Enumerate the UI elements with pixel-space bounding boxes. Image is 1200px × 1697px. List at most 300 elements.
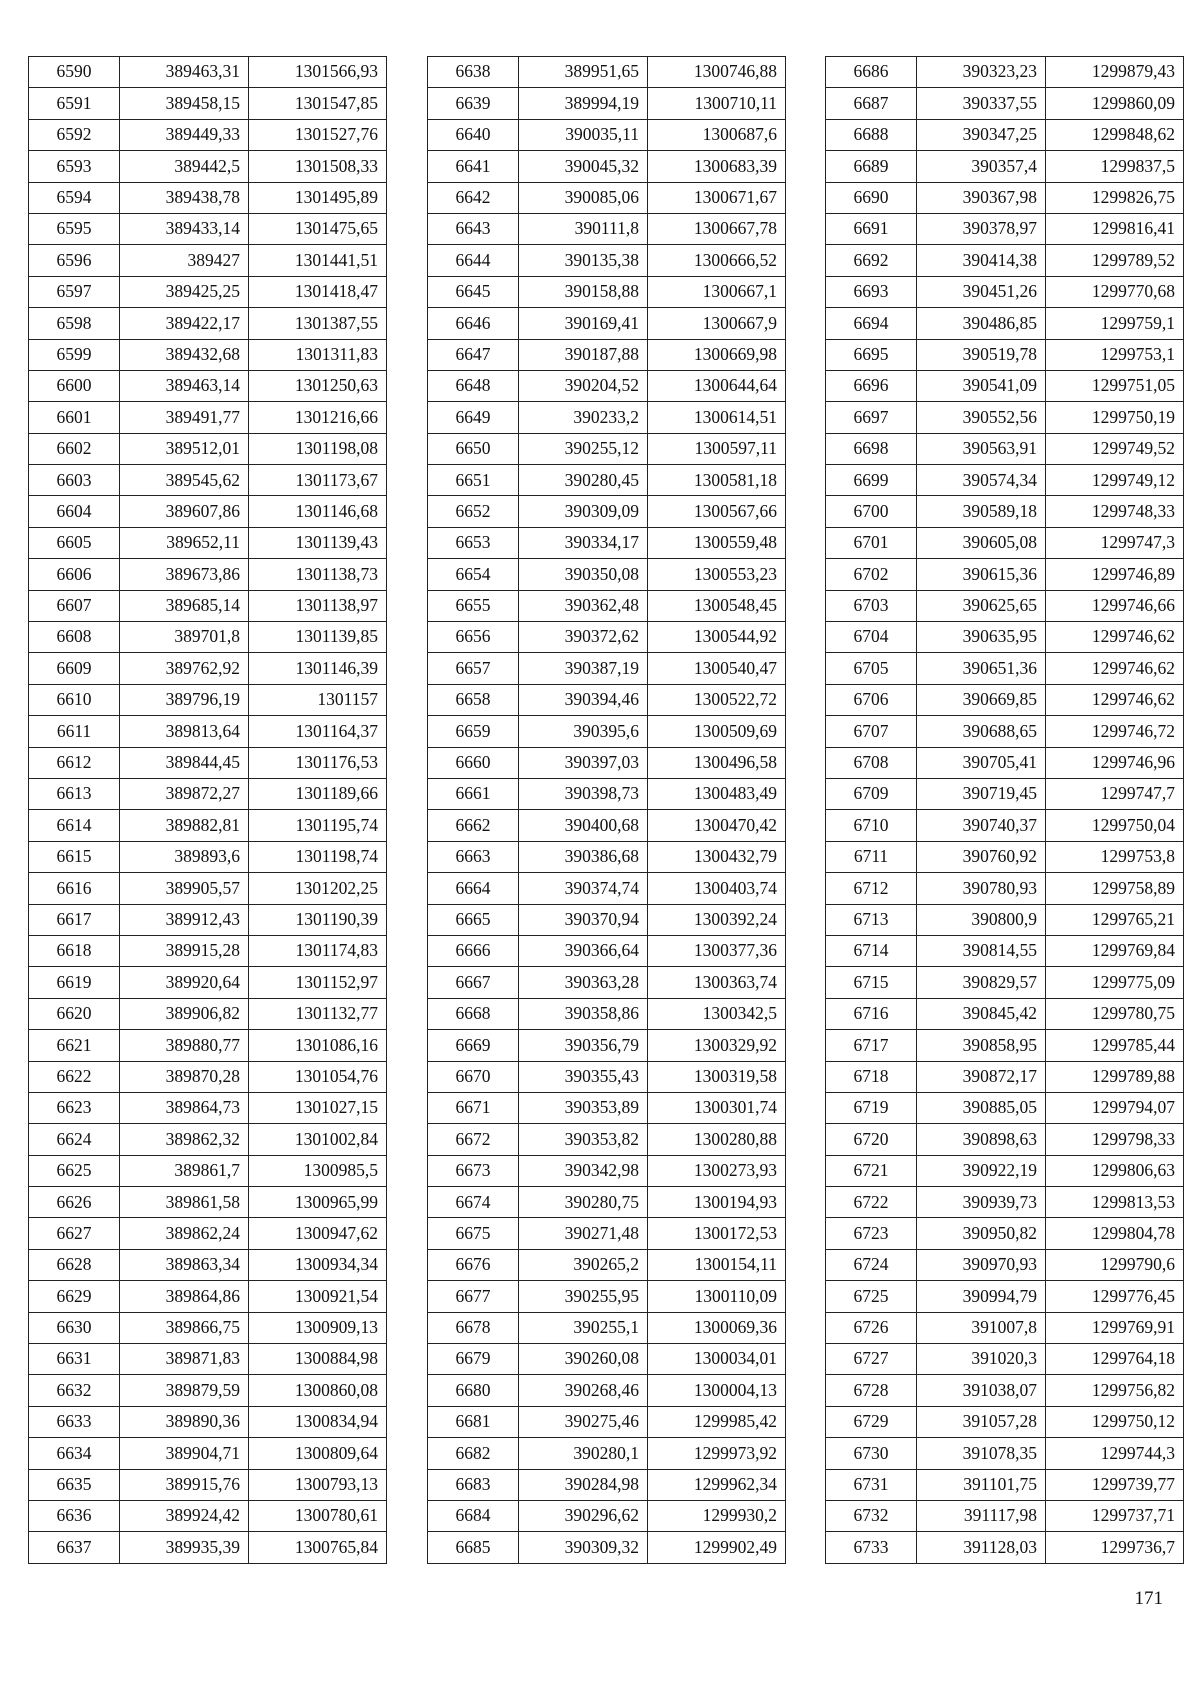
table-row — [29, 465, 387, 496]
x-coordinate-cell: 390045,32 — [519, 151, 648, 182]
point-number-cell: 6727 — [826, 1344, 917, 1375]
table-row — [428, 433, 786, 464]
x-coordinate-cell: 390372,62 — [519, 622, 648, 653]
y-coordinate-cell: 1301054,76 — [249, 1061, 387, 1092]
point-number-cell: 6719 — [826, 1092, 917, 1123]
y-coordinate-cell: 1299749,52 — [1046, 433, 1184, 464]
point-number-cell: 6724 — [826, 1249, 917, 1280]
y-coordinate-cell: 1300909,13 — [249, 1312, 387, 1343]
y-coordinate-cell: 1300710,11 — [648, 88, 786, 119]
y-coordinate-cell: 1300496,58 — [648, 747, 786, 778]
y-coordinate-cell: 1300194,93 — [648, 1187, 786, 1218]
y-coordinate-cell: 1301157 — [249, 684, 387, 715]
x-coordinate-cell: 390398,73 — [519, 778, 648, 809]
y-coordinate-cell: 1301190,39 — [249, 904, 387, 935]
point-number-cell: 6634 — [29, 1438, 120, 1469]
table-row — [826, 57, 1184, 88]
y-coordinate-cell: 1301418,47 — [249, 276, 387, 307]
x-coordinate-cell: 389685,14 — [120, 590, 249, 621]
table-row — [29, 496, 387, 527]
x-coordinate-cell: 389862,24 — [120, 1218, 249, 1249]
y-coordinate-cell: 1300110,09 — [648, 1281, 786, 1312]
y-coordinate-cell: 1300319,58 — [648, 1061, 786, 1092]
x-coordinate-cell: 389880,77 — [120, 1030, 249, 1061]
y-coordinate-cell: 1299753,1 — [1046, 339, 1184, 370]
table-row — [428, 465, 786, 496]
y-coordinate-cell: 1301173,67 — [249, 465, 387, 496]
table-row — [428, 1469, 786, 1500]
table-row — [428, 998, 786, 1029]
x-coordinate-cell: 389861,58 — [120, 1187, 249, 1218]
point-number-cell: 6709 — [826, 778, 917, 809]
table-row — [826, 527, 1184, 558]
x-coordinate-cell: 390922,19 — [917, 1155, 1046, 1186]
point-number-cell: 6706 — [826, 684, 917, 715]
x-coordinate-cell: 390615,36 — [917, 559, 1046, 590]
point-number-cell: 6703 — [826, 590, 917, 621]
y-coordinate-cell: 1300614,51 — [648, 402, 786, 433]
table-row — [826, 1218, 1184, 1249]
table-row — [428, 841, 786, 872]
x-coordinate-cell: 390280,75 — [519, 1187, 648, 1218]
x-coordinate-cell: 391007,8 — [917, 1312, 1046, 1343]
x-coordinate-cell: 390035,11 — [519, 119, 648, 150]
point-number-cell: 6623 — [29, 1092, 120, 1123]
y-coordinate-cell: 1299765,21 — [1046, 904, 1184, 935]
y-coordinate-cell: 1300392,24 — [648, 904, 786, 935]
x-coordinate-cell: 391101,75 — [917, 1469, 1046, 1500]
table-row — [826, 465, 1184, 496]
x-coordinate-cell: 389905,57 — [120, 873, 249, 904]
x-coordinate-cell: 389915,76 — [120, 1469, 249, 1500]
point-number-cell: 6648 — [428, 370, 519, 401]
x-coordinate-cell: 390625,65 — [917, 590, 1046, 621]
point-number-cell: 6652 — [428, 496, 519, 527]
x-coordinate-cell: 390397,03 — [519, 747, 648, 778]
point-number-cell: 6610 — [29, 684, 120, 715]
x-coordinate-cell: 389882,81 — [120, 810, 249, 841]
table-row — [29, 1375, 387, 1406]
point-number-cell: 6591 — [29, 88, 120, 119]
point-number-cell: 6618 — [29, 935, 120, 966]
point-number-cell: 6669 — [428, 1030, 519, 1061]
table-row — [428, 1500, 786, 1531]
table-row — [826, 684, 1184, 715]
table-row — [29, 1281, 387, 1312]
y-coordinate-cell: 1300377,36 — [648, 935, 786, 966]
point-number-cell: 6679 — [428, 1344, 519, 1375]
point-number-cell: 6607 — [29, 590, 120, 621]
point-number-cell: 6674 — [428, 1187, 519, 1218]
x-coordinate-cell: 390563,91 — [917, 433, 1046, 464]
point-number-cell: 6642 — [428, 182, 519, 213]
point-number-cell: 6670 — [428, 1061, 519, 1092]
table-row — [428, 810, 786, 841]
x-coordinate-cell: 390635,95 — [917, 622, 1046, 653]
point-number-cell: 6638 — [428, 57, 519, 88]
point-number-cell: 6720 — [826, 1124, 917, 1155]
x-coordinate-cell: 389904,71 — [120, 1438, 249, 1469]
y-coordinate-cell: 1299804,78 — [1046, 1218, 1184, 1249]
x-coordinate-cell: 390353,82 — [519, 1124, 648, 1155]
point-number-cell: 6597 — [29, 276, 120, 307]
y-coordinate-cell: 1300687,6 — [648, 119, 786, 150]
point-number-cell: 6716 — [826, 998, 917, 1029]
point-number-cell: 6615 — [29, 841, 120, 872]
table-row — [29, 527, 387, 558]
y-coordinate-cell: 1301189,66 — [249, 778, 387, 809]
point-number-cell: 6696 — [826, 370, 917, 401]
point-number-cell: 6691 — [826, 213, 917, 244]
point-number-cell: 6608 — [29, 622, 120, 653]
y-coordinate-cell: 1301475,65 — [249, 213, 387, 244]
point-number-cell: 6635 — [29, 1469, 120, 1500]
y-coordinate-cell: 1299789,88 — [1046, 1061, 1184, 1092]
table-row — [428, 653, 786, 684]
x-coordinate-cell: 391128,03 — [917, 1532, 1046, 1563]
y-coordinate-cell: 1300522,72 — [648, 684, 786, 715]
y-coordinate-cell: 1299816,41 — [1046, 213, 1184, 244]
x-coordinate-cell: 390414,38 — [917, 245, 1046, 276]
y-coordinate-cell: 1300432,79 — [648, 841, 786, 872]
point-number-cell: 6697 — [826, 402, 917, 433]
x-coordinate-cell: 390669,85 — [917, 684, 1046, 715]
y-coordinate-cell: 1299837,5 — [1046, 151, 1184, 182]
table-row — [826, 1124, 1184, 1155]
y-coordinate-cell: 1299746,66 — [1046, 590, 1184, 621]
y-coordinate-cell: 1299737,71 — [1046, 1500, 1184, 1531]
table-row — [428, 245, 786, 276]
table-row — [29, 810, 387, 841]
table-row — [428, 339, 786, 370]
point-number-cell: 6671 — [428, 1092, 519, 1123]
table-row — [826, 967, 1184, 998]
point-number-cell: 6714 — [826, 935, 917, 966]
table-row — [826, 904, 1184, 935]
point-number-cell: 6605 — [29, 527, 120, 558]
table-row — [29, 1030, 387, 1061]
y-coordinate-cell: 1300667,9 — [648, 308, 786, 339]
y-coordinate-cell: 1301146,68 — [249, 496, 387, 527]
table-row — [428, 1281, 786, 1312]
y-coordinate-cell: 1299747,3 — [1046, 527, 1184, 558]
table-row — [826, 1438, 1184, 1469]
y-coordinate-cell: 1299769,84 — [1046, 935, 1184, 966]
point-number-cell: 6637 — [29, 1532, 120, 1563]
table-row — [29, 653, 387, 684]
x-coordinate-cell: 389912,43 — [120, 904, 249, 935]
x-coordinate-cell: 390394,46 — [519, 684, 648, 715]
point-number-cell: 6715 — [826, 967, 917, 998]
y-coordinate-cell: 1300581,18 — [648, 465, 786, 496]
y-coordinate-cell: 1299776,45 — [1046, 1281, 1184, 1312]
x-coordinate-cell: 390950,82 — [917, 1218, 1046, 1249]
y-coordinate-cell: 1299753,8 — [1046, 841, 1184, 872]
y-coordinate-cell: 1301152,97 — [249, 967, 387, 998]
y-coordinate-cell: 1301441,51 — [249, 245, 387, 276]
x-coordinate-cell: 389864,73 — [120, 1092, 249, 1123]
table-row — [428, 1124, 786, 1155]
x-coordinate-cell: 390872,17 — [917, 1061, 1046, 1092]
table-row — [29, 1312, 387, 1343]
table-row — [29, 1344, 387, 1375]
x-coordinate-cell: 390309,09 — [519, 496, 648, 527]
y-coordinate-cell: 1299789,52 — [1046, 245, 1184, 276]
point-number-cell: 6603 — [29, 465, 120, 496]
table-row — [826, 998, 1184, 1029]
table-row — [29, 1532, 387, 1563]
table-row — [826, 182, 1184, 213]
y-coordinate-cell: 1301311,83 — [249, 339, 387, 370]
x-coordinate-cell: 390275,46 — [519, 1406, 648, 1437]
point-number-cell: 6686 — [826, 57, 917, 88]
point-number-cell: 6667 — [428, 967, 519, 998]
table-row — [826, 308, 1184, 339]
y-coordinate-cell: 1301002,84 — [249, 1124, 387, 1155]
point-number-cell: 6731 — [826, 1469, 917, 1500]
table-row — [29, 88, 387, 119]
y-coordinate-cell: 1299746,72 — [1046, 716, 1184, 747]
point-number-cell: 6595 — [29, 213, 120, 244]
table-row — [428, 1344, 786, 1375]
y-coordinate-cell: 1300280,88 — [648, 1124, 786, 1155]
table-row — [29, 1469, 387, 1500]
x-coordinate-cell: 389813,64 — [120, 716, 249, 747]
x-coordinate-cell: 389871,83 — [120, 1344, 249, 1375]
y-coordinate-cell: 1299746,62 — [1046, 653, 1184, 684]
point-number-cell: 6630 — [29, 1312, 120, 1343]
table-row — [29, 1406, 387, 1437]
x-coordinate-cell: 390486,85 — [917, 308, 1046, 339]
point-number-cell: 6676 — [428, 1249, 519, 1280]
x-coordinate-cell: 389652,11 — [120, 527, 249, 558]
table-row — [428, 967, 786, 998]
point-number-cell: 6604 — [29, 496, 120, 527]
y-coordinate-cell: 1301216,66 — [249, 402, 387, 433]
x-coordinate-cell: 390800,9 — [917, 904, 1046, 935]
table-row — [428, 1406, 786, 1437]
y-coordinate-cell: 1300780,61 — [249, 1500, 387, 1531]
x-coordinate-cell: 390260,08 — [519, 1344, 648, 1375]
table-row — [826, 622, 1184, 653]
table-row — [29, 1124, 387, 1155]
x-coordinate-cell: 390265,2 — [519, 1249, 648, 1280]
table-row — [428, 590, 786, 621]
table-row — [428, 1030, 786, 1061]
y-coordinate-cell: 1301547,85 — [249, 88, 387, 119]
table-row — [428, 88, 786, 119]
y-coordinate-cell: 1299746,62 — [1046, 684, 1184, 715]
coordinate-table-3 — [825, 56, 1184, 1564]
point-number-cell: 6701 — [826, 527, 917, 558]
y-coordinate-cell: 1301495,89 — [249, 182, 387, 213]
point-number-cell: 6711 — [826, 841, 917, 872]
point-number-cell: 6733 — [826, 1532, 917, 1563]
x-coordinate-cell: 389427 — [120, 245, 249, 276]
y-coordinate-cell: 1300884,98 — [249, 1344, 387, 1375]
x-coordinate-cell: 391078,35 — [917, 1438, 1046, 1469]
x-coordinate-cell: 389906,82 — [120, 998, 249, 1029]
x-coordinate-cell: 390342,98 — [519, 1155, 648, 1186]
y-coordinate-cell: 1300034,01 — [648, 1344, 786, 1375]
y-coordinate-cell: 1300666,52 — [648, 245, 786, 276]
table-row — [428, 778, 786, 809]
point-number-cell: 6646 — [428, 308, 519, 339]
x-coordinate-cell: 390994,79 — [917, 1281, 1046, 1312]
table-row — [428, 1092, 786, 1123]
y-coordinate-cell: 1299736,7 — [1046, 1532, 1184, 1563]
point-number-cell: 6653 — [428, 527, 519, 558]
table-row — [29, 245, 387, 276]
table-row — [826, 1532, 1184, 1563]
y-coordinate-cell: 1299794,07 — [1046, 1092, 1184, 1123]
y-coordinate-cell: 1301527,76 — [249, 119, 387, 150]
point-number-cell: 6732 — [826, 1500, 917, 1531]
table-row — [826, 873, 1184, 904]
y-coordinate-cell: 1301176,53 — [249, 747, 387, 778]
point-number-cell: 6593 — [29, 151, 120, 182]
point-number-cell: 6620 — [29, 998, 120, 1029]
point-number-cell: 6616 — [29, 873, 120, 904]
y-coordinate-cell: 1301198,08 — [249, 433, 387, 464]
x-coordinate-cell: 390705,41 — [917, 747, 1046, 778]
table-row — [428, 1218, 786, 1249]
point-number-cell: 6717 — [826, 1030, 917, 1061]
table-row — [826, 653, 1184, 684]
point-number-cell: 6699 — [826, 465, 917, 496]
x-coordinate-cell: 389864,86 — [120, 1281, 249, 1312]
x-coordinate-cell: 389866,75 — [120, 1312, 249, 1343]
x-coordinate-cell: 390760,92 — [917, 841, 1046, 872]
table-row — [826, 402, 1184, 433]
x-coordinate-cell: 390357,4 — [917, 151, 1046, 182]
y-coordinate-cell: 1300765,84 — [249, 1532, 387, 1563]
table-row — [29, 1500, 387, 1531]
table-row — [428, 57, 786, 88]
x-coordinate-cell: 390395,6 — [519, 716, 648, 747]
y-coordinate-cell: 1299750,19 — [1046, 402, 1184, 433]
point-number-cell: 6621 — [29, 1030, 120, 1061]
x-coordinate-cell: 390740,37 — [917, 810, 1046, 841]
y-coordinate-cell: 1299790,6 — [1046, 1249, 1184, 1280]
x-coordinate-cell: 389951,65 — [519, 57, 648, 88]
table-row — [826, 747, 1184, 778]
x-coordinate-cell: 390378,97 — [917, 213, 1046, 244]
y-coordinate-cell: 1301566,93 — [249, 57, 387, 88]
y-coordinate-cell: 1301250,63 — [249, 370, 387, 401]
table-row — [29, 716, 387, 747]
point-number-cell: 6683 — [428, 1469, 519, 1500]
x-coordinate-cell: 389920,64 — [120, 967, 249, 998]
table-row — [826, 1500, 1184, 1531]
table-row — [826, 213, 1184, 244]
x-coordinate-cell: 390367,98 — [917, 182, 1046, 213]
table-row — [428, 622, 786, 653]
table-row — [428, 1438, 786, 1469]
point-number-cell: 6602 — [29, 433, 120, 464]
table-row — [29, 967, 387, 998]
x-coordinate-cell: 390204,52 — [519, 370, 648, 401]
y-coordinate-cell: 1300947,62 — [249, 1218, 387, 1249]
table-row — [428, 1061, 786, 1092]
point-number-cell: 6624 — [29, 1124, 120, 1155]
x-coordinate-cell: 389432,68 — [120, 339, 249, 370]
point-number-cell: 6690 — [826, 182, 917, 213]
table-row — [29, 559, 387, 590]
x-coordinate-cell: 389994,19 — [519, 88, 648, 119]
point-number-cell: 6665 — [428, 904, 519, 935]
y-coordinate-cell: 1299744,3 — [1046, 1438, 1184, 1469]
point-number-cell: 6598 — [29, 308, 120, 339]
y-coordinate-cell: 1300683,39 — [648, 151, 786, 182]
y-coordinate-cell: 1300644,64 — [648, 370, 786, 401]
y-coordinate-cell: 1301174,83 — [249, 935, 387, 966]
y-coordinate-cell: 1299775,09 — [1046, 967, 1184, 998]
point-number-cell: 6625 — [29, 1155, 120, 1186]
table-row — [826, 810, 1184, 841]
point-number-cell: 6596 — [29, 245, 120, 276]
y-coordinate-cell: 1300746,88 — [648, 57, 786, 88]
x-coordinate-cell: 389673,86 — [120, 559, 249, 590]
x-coordinate-cell: 389425,25 — [120, 276, 249, 307]
point-number-cell: 6712 — [826, 873, 917, 904]
y-coordinate-cell: 1299813,53 — [1046, 1187, 1184, 1218]
x-coordinate-cell: 390355,43 — [519, 1061, 648, 1092]
y-coordinate-cell: 1299780,75 — [1046, 998, 1184, 1029]
point-number-cell: 6710 — [826, 810, 917, 841]
y-coordinate-cell: 1299750,12 — [1046, 1406, 1184, 1437]
table-row — [29, 1438, 387, 1469]
x-coordinate-cell: 390387,19 — [519, 653, 648, 684]
table-row — [428, 370, 786, 401]
table-row — [826, 1281, 1184, 1312]
table-row — [428, 151, 786, 182]
y-coordinate-cell: 1301202,25 — [249, 873, 387, 904]
point-number-cell: 6722 — [826, 1187, 917, 1218]
table-row — [428, 716, 786, 747]
y-coordinate-cell: 1301195,74 — [249, 810, 387, 841]
y-coordinate-cell: 1300934,34 — [249, 1249, 387, 1280]
x-coordinate-cell: 391057,28 — [917, 1406, 1046, 1437]
x-coordinate-cell: 389458,15 — [120, 88, 249, 119]
x-coordinate-cell: 390255,95 — [519, 1281, 648, 1312]
table-row — [826, 339, 1184, 370]
point-number-cell: 6730 — [826, 1438, 917, 1469]
point-number-cell: 6600 — [29, 370, 120, 401]
x-coordinate-cell: 390374,74 — [519, 873, 648, 904]
y-coordinate-cell: 1300540,47 — [648, 653, 786, 684]
x-coordinate-cell: 390356,79 — [519, 1030, 648, 1061]
table-row — [428, 904, 786, 935]
point-number-cell: 6617 — [29, 904, 120, 935]
point-number-cell: 6718 — [826, 1061, 917, 1092]
table-row — [826, 716, 1184, 747]
table-row — [29, 1249, 387, 1280]
point-number-cell: 6687 — [826, 88, 917, 119]
x-coordinate-cell: 389890,36 — [120, 1406, 249, 1437]
table-row — [29, 935, 387, 966]
table-row — [29, 1155, 387, 1186]
x-coordinate-cell: 389438,78 — [120, 182, 249, 213]
table-row — [29, 1092, 387, 1123]
y-coordinate-cell: 1300669,98 — [648, 339, 786, 370]
table-row — [826, 1406, 1184, 1437]
point-number-cell: 6606 — [29, 559, 120, 590]
table-row — [29, 590, 387, 621]
point-number-cell: 6632 — [29, 1375, 120, 1406]
y-coordinate-cell: 1300342,5 — [648, 998, 786, 1029]
x-coordinate-cell: 391117,98 — [917, 1500, 1046, 1531]
